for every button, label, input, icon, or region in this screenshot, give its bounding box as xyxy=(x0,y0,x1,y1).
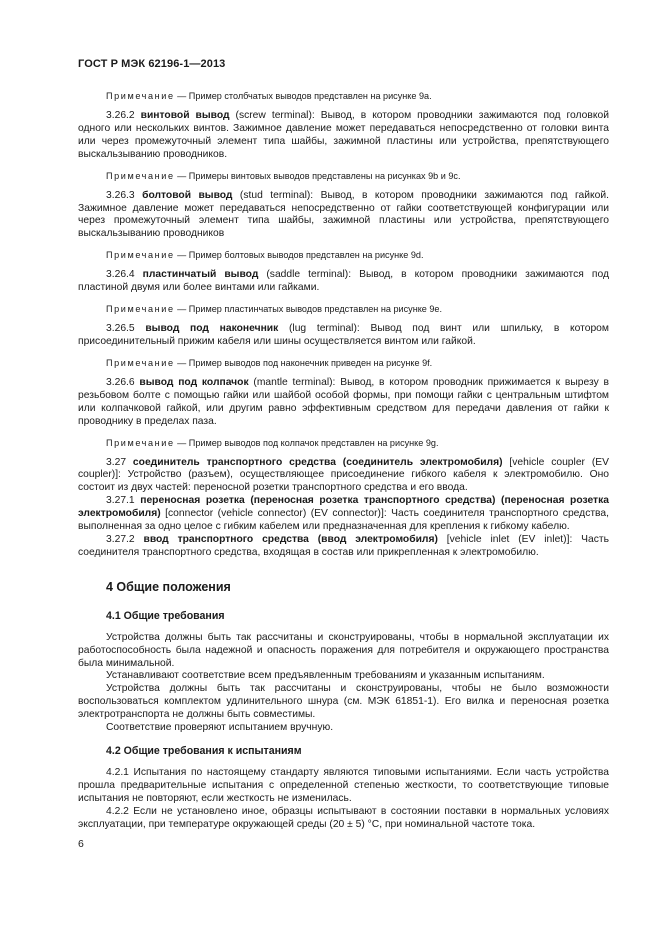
paragraph: Устанавливают соответствие всем предъявленным требованиям и указанным испытаниям. xyxy=(106,670,545,682)
definition-text: (lug terminal): Вывод под винт или шпильку, в котором присоединительный прижим кабеля или шины осуществляется винтом или гайкой. xyxy=(78,323,609,347)
term-definition xyxy=(78,377,609,429)
term-definition xyxy=(78,190,609,242)
note xyxy=(78,357,609,369)
definition-text: (stud terminal): Вывод, в котором проводники зажимаются под гайкой. Зажимное давление может передаваться непосредственно от гайки соответствующей конфигурации или через промежуточный элемент типа шайбы, зажимной пластины или устройства, препятствующего выскальзыванию проводников xyxy=(78,189,609,240)
term: переносная розетка (переносная розетка транспортного средства) (переносная розетка электромобиля) xyxy=(78,495,609,520)
paragraph: 4.2.2 Если не установлено иное, образцы испытывают в состоянии поставки в нормальных условиях эксплуатации, при температуре окружающей среды (20 ± 5) °С, при номинальной частоте тока. xyxy=(78,805,609,830)
clause-number: 3.27.2 xyxy=(106,533,135,545)
definition-text: (saddle terminal): Вывод, в котором проводники зажимаются под пластиной двумя или более винтами или гайками. xyxy=(78,269,609,294)
term: болтовой вывод xyxy=(142,189,233,201)
paragraph: Устройства должны быть так рассчитаны и сконструированы, чтобы не было возможности воспользоваться комплектом удлинительного шнура (см. МЭК 61851-1). Его вилка и переносная розетка электротранспорта не должны быть совместимы. xyxy=(78,683,609,721)
term: вывод под наконечник xyxy=(145,323,279,335)
definition-text: (mantle terminal): Вывод, в котором проводник прижимается к вырезу в резьбовом болте с помощью гайки или шайбой особой формы, при помощи гайки с центральным штифтом или колпачковой гайкой, или другим равно эффективным средством для передачи давления от гайки к проводнику в пределах паза. xyxy=(78,376,609,427)
clause-number: 3.26.3 xyxy=(106,189,135,201)
note-text: — Примеры винтовых выводов представлены на рисунках 9b и 9c. xyxy=(177,170,461,181)
paragraph: 4.2.1 Испытания по настоящему стандарту являются типовыми испытаниями. Если часть устройства прошла предварительные испытания с определенной степенью жесткости, то соответствующие типовые испытания не повторяют, если жесткость не изменилась. xyxy=(78,767,609,804)
term-definition xyxy=(78,110,609,162)
note xyxy=(78,170,609,182)
note-text: — Пример выводов под наконечник приведен на рисунке 9f. xyxy=(177,357,433,368)
term-definition xyxy=(78,495,609,534)
page-number: 6 xyxy=(78,838,84,850)
note-label: Примечание xyxy=(106,304,175,315)
term-definition xyxy=(78,269,609,295)
note xyxy=(78,437,609,449)
section-heading: 4 Общие положения xyxy=(106,579,231,594)
note xyxy=(78,90,609,102)
clause-number: 3.27 xyxy=(106,456,127,468)
term: ввод транспортного средства (ввод электромобиля) xyxy=(143,533,438,545)
term-definition xyxy=(78,457,609,496)
definition-text: [vehicle coupler (EV coupler)]: Устройство (разъем), осуществляющее присоединение гибкого кабеля к электромобилю. Оно состоит из двух частей: переносной розетки транспортного средства и его ввода. xyxy=(78,456,609,494)
definition-text: [vehicle inlet (EV inlet)]: Часть соединителя транспортного средства, входящая в состав или прикрепленная к электромобилю. xyxy=(78,533,609,558)
clause-number: 3.26.2 xyxy=(106,110,135,121)
note-text: — Пример болтовых выводов представлен на рисунке 9d. xyxy=(177,250,424,261)
clause-number: 3.27.1 xyxy=(106,495,135,507)
definition-text: [connector (vehicle connector) (EV connector)]: Часть соединителя транспортного средства, выполненная за одно целое с гибким кабелем или предназначенная для крепления к гибкому кабелю. xyxy=(78,508,609,533)
running-header: ГОСТ Р МЭК 62196-1—2013 xyxy=(78,58,226,70)
term: пластинчатый вывод xyxy=(142,269,259,281)
term: вывод под колпачок xyxy=(139,376,249,388)
subsection-heading: 4.2 Общие требования к испытаниям xyxy=(106,745,302,757)
term-definition xyxy=(78,534,609,560)
note xyxy=(78,303,609,315)
definition-text: (screw terminal): Вывод, в котором проводники зажимаются под головкой одного или нескольких винтов. Зажимное давление может передаваться непосредственно от головки винта или через промежуточный элемент типа шайбы, зажимной пластины или устройства, препятствующего выскальзыванию проводников. xyxy=(78,110,609,160)
clause-number: 3.26.4 xyxy=(106,269,135,281)
clause-number: 3.26.6 xyxy=(106,376,135,388)
term-definition xyxy=(78,323,609,349)
subsection-heading: 4.1 Общие требования xyxy=(106,609,225,622)
term: винтовой вывод xyxy=(140,110,230,121)
paragraph: Устройства должны быть так рассчитаны и сконструированы, чтобы в нормальной эксплуатации их работоспособность была надежной и опасность поражения для потребителя и окружающего пространства была минимальной. xyxy=(78,631,609,669)
note xyxy=(78,249,609,261)
note-text: — Пример выводов под колпачок представлен на рисунке 9g. xyxy=(177,437,439,448)
note-label: Примечание xyxy=(106,357,175,368)
note-label: Примечание xyxy=(106,170,175,181)
note-text: — Пример пластинчатых выводов представлен на рисунке 9е. xyxy=(177,304,443,315)
note-label: Примечание xyxy=(106,437,175,448)
term: соединитель транспортного средства (соединитель электромобиля) xyxy=(132,456,503,468)
note-text: — Пример столбчатых выводов представлен на рисунке 9а. xyxy=(177,91,432,101)
note-label: Примечание xyxy=(106,91,175,101)
note-label: Примечание xyxy=(106,250,175,261)
clause-number: 3.26.5 xyxy=(106,323,135,335)
paragraph: Соответствие проверяют испытанием вручную. xyxy=(106,722,334,734)
